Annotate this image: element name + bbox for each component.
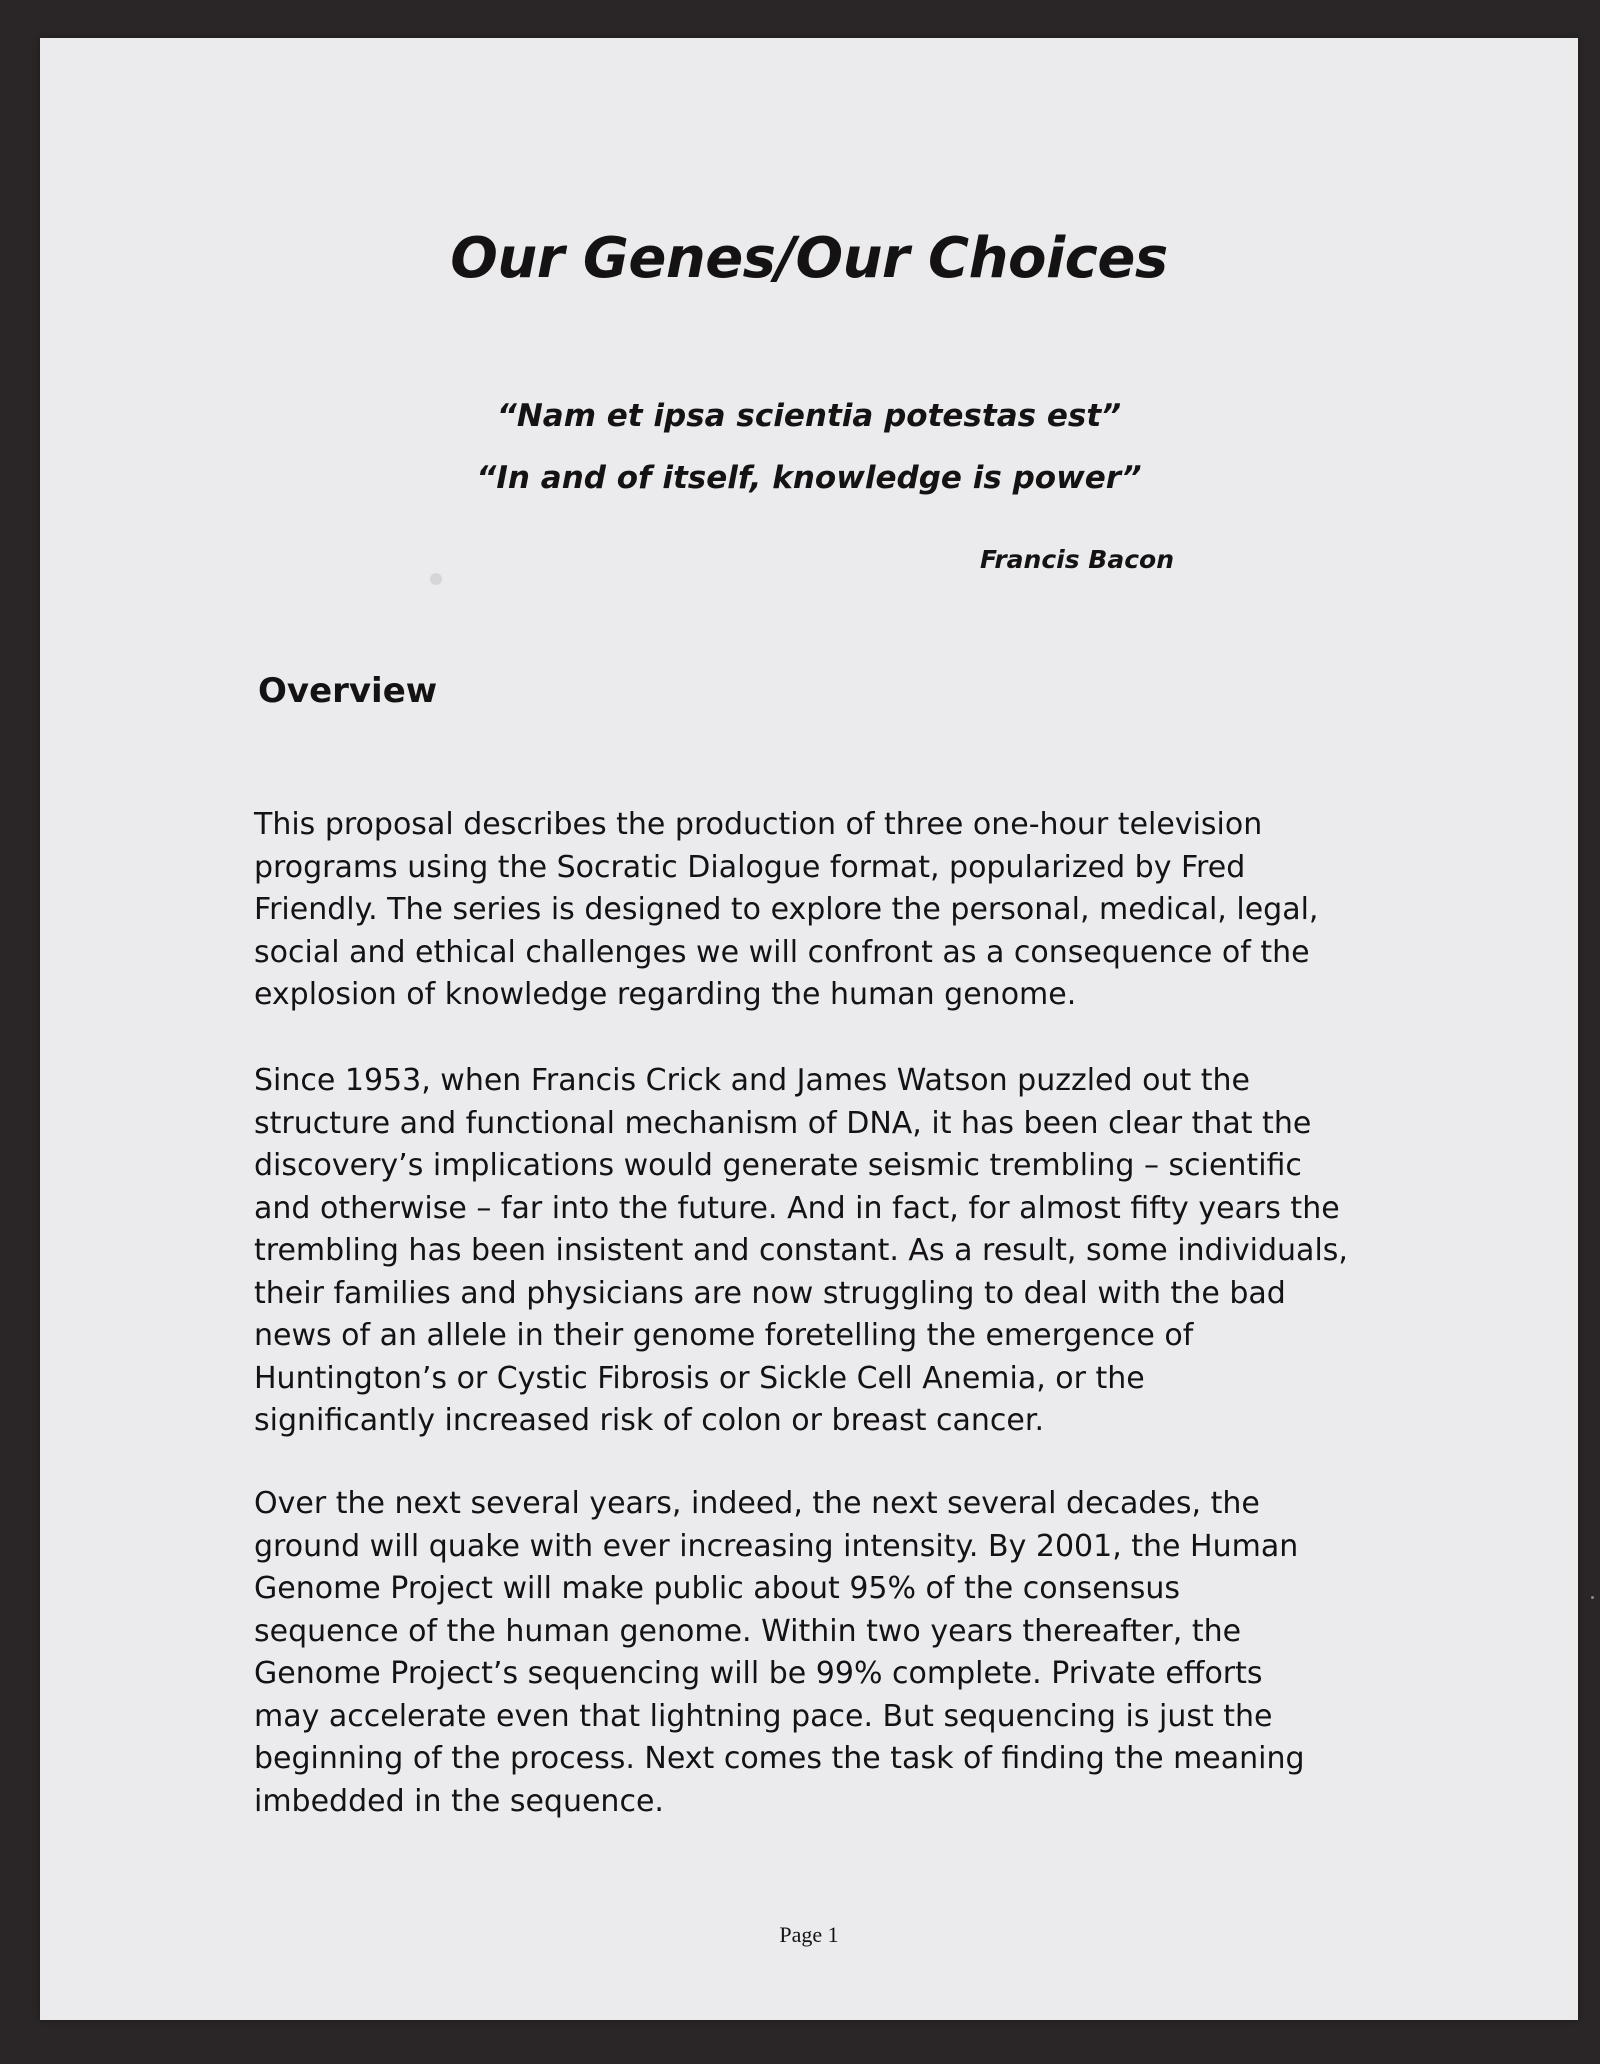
paragraph: Over the next several years, indeed, the next several decades, the ground will quake with ever increasing intensity. By 2001, the Human Genome Project will make public about 95% of the consensus sequence of the human genome. Within two years thereafter, the Genome Project’s sequencing will be 99% complete. Private efforts may accelerate even that lightning pace. But sequencing is just the beginning of the process. Next comes the task of finding the meaning imbedded in the sequence.	[254, 1486, 1305, 1819]
paper-speck	[430, 573, 442, 585]
page-number: Page 1	[779, 1922, 839, 1947]
document-page	[40, 38, 1578, 2020]
epigraph-latin: “Nam et ipsa scientia potestas est”	[496, 398, 1122, 434]
paragraph: Since 1953, when Francis Crick and James Watson puzzled out the structure and functional mechanism of DNA, it has been clear that the discovery’s implications would generate seismic trembling – scientific and otherwise – far into the future. And in fact, for almost fifty years the trembling has been insistent and constant. As a result, some individuals, their families and physicians are now struggling to deal with the bad news of an allele in their genome foretelling the emergence of Huntington’s or Cystic Fibrosis or Sickle Cell Anemia, or the significantly increased risk of colon or breast cancer.	[254, 1063, 1348, 1438]
section-heading: Overview	[258, 671, 438, 711]
epigraph-attribution: Francis Bacon	[980, 545, 1175, 574]
document-title: Our Genes/Our Choices	[450, 226, 1168, 291]
background-speck	[1591, 1596, 1594, 1599]
paragraph: This proposal describes the production of three one-hour television programs using the Socratic Dialogue format, popularized by Fred Friendly. The series is designed to explore the personal, medical, legal, social and ethical challenges we will confront as a consequence of the explosion of knowledge regarding the human genome.	[254, 807, 1319, 1012]
epigraph-english: “In and of itself, knowledge is power”	[476, 460, 1142, 496]
